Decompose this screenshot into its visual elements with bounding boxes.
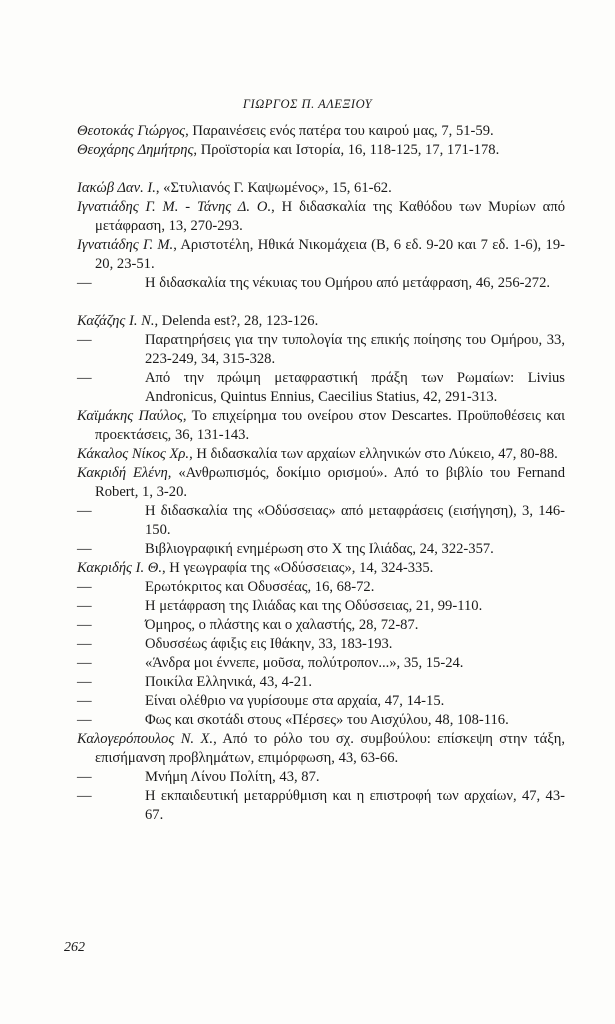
- ditto-dash: —: [77, 503, 92, 519]
- entry-author: Καλογερόπουλος Ν. Χ.: [77, 731, 214, 747]
- entry-text: , «Ανθρωπισμός, δοκίμιο ορισμού». Από το βιβλίο του Fernand Robert, 1, 3-20.: [95, 465, 565, 500]
- entry-text: Η μετάφραση της Ιλιάδας και της Οδύσσειας, 21, 99-110.: [145, 598, 483, 614]
- ditto-dash: —: [77, 541, 92, 557]
- index-entries: [77, 122, 565, 825]
- entry-text: Η διδασκαλία της «Οδύσσειας» από μεταφράσεις (εισήγηση), 3, 146-150.: [145, 503, 565, 538]
- entry-text: Παρατηρήσεις για την τυπολογία της επικής ποίησης του Ομήρου, 33, 223-249, 34, 315-328.: [145, 332, 565, 367]
- index-subentry: [77, 369, 565, 407]
- entry-text: , Από το ρόλο του σχ. συμβούλου: επίσκεψη στην τάξη, επισήμανση προβλημάτων, επιμόρφωση, 43, 63-66.: [95, 731, 565, 766]
- entry-author: Καζάζης Ι. Ν.: [77, 313, 155, 329]
- index-entry: [77, 559, 565, 578]
- index-subentry: [77, 635, 565, 654]
- index-subentry: [77, 578, 565, 597]
- entry-text: Η διδασκαλία της νέκυιας του Ομήρου από μετάφραση, 46, 256-272.: [145, 275, 551, 291]
- index-entry: [77, 407, 565, 445]
- entry-text: , Αριστοτέλη, Ηθικά Νικομάχεια (Β, 6 εδ. 9-20 και 7 εδ. 1-6), 19-20, 23-51.: [95, 237, 565, 272]
- index-subentry: [77, 711, 565, 730]
- entry-author: Θεοτοκάς Γιώργος: [77, 123, 186, 139]
- ditto-dash: —: [77, 275, 92, 291]
- index-subentry: [77, 331, 565, 369]
- index-subentry: [77, 540, 565, 559]
- group-separator: [77, 160, 565, 179]
- entry-text: Φως και σκοτάδι στους «Πέρσες» του Αισχύλου, 48, 108-116.: [145, 712, 509, 728]
- entry-text: , Delenda est?, 28, 123-126.: [154, 313, 319, 329]
- index-entry: [77, 464, 565, 502]
- ditto-dash: —: [77, 598, 92, 614]
- entry-text: Η εκπαιδευτική μεταρρύθμιση και η επιστροφή των αρχαίων, 47, 43-67.: [145, 788, 565, 823]
- entry-text: «Άνδρα μοι έννεπε, μοῦσα, πολύτροπον...», 35, 15-24.: [145, 655, 464, 671]
- running-header: ΓΙΩΡΓΟΣ Π. ΑΛΕΞΙΟΥ: [242, 97, 373, 111]
- entry-text: , Η διδασκαλία της Καθόδου των Μυρίων από μετάφραση, 13, 270-293.: [95, 199, 565, 234]
- index-subentry: [77, 502, 565, 540]
- index-entry: [77, 312, 565, 331]
- entry-text: Όμηρος, ο πλάστης και ο χαλαστής, 28, 72-87.: [145, 617, 419, 633]
- ditto-dash: —: [77, 788, 92, 804]
- entry-author: Ιγνατιάδης Γ. Μ. - Τάνης Δ. Ο.: [77, 199, 272, 215]
- entry-text: , Το επιχείρημα του ονείρου στον Descartes. Προϋποθέσεις και προεκτάσεις, 36, 131-143.: [95, 408, 565, 443]
- ditto-dash: —: [77, 636, 92, 652]
- entry-author: Θεοχάρης Δημήτρης: [77, 142, 194, 158]
- index-entry: [77, 236, 565, 274]
- ditto-dash: —: [77, 769, 92, 785]
- entry-text: , Η γεωγραφία της «Οδύσσειας», 14, 324-335.: [161, 560, 434, 576]
- entry-author: Ιακώβ Δαν. Ι.: [77, 180, 156, 196]
- ditto-dash: —: [77, 617, 92, 633]
- index-entry: [77, 122, 565, 141]
- entry-text: Ερωτόκριτος και Οδυσσέας, 16, 68-72.: [145, 579, 375, 595]
- entry-text: , Παραινέσεις ενός πατέρα του καιρού μας, 7, 51-59.: [185, 123, 494, 139]
- entry-text: Από την πρώιμη μεταφραστική πράξη των Ρωμαίων: Livius Andronicus, Quintus Ennius, Caecilius Statius, 42, 291-313.: [145, 370, 565, 405]
- ditto-dash: —: [77, 332, 92, 348]
- ditto-dash: —: [77, 655, 92, 671]
- ditto-dash: —: [77, 579, 92, 595]
- index-entry: [77, 198, 565, 236]
- index-entry: [77, 141, 565, 160]
- entry-author: Κακριδή Ελένη: [77, 465, 168, 481]
- entry-author: Κακριδής Ι. Θ.: [77, 560, 162, 576]
- ditto-dash: —: [77, 693, 92, 709]
- entry-text: Ποικίλα Ελληνικά, 43, 4-21.: [145, 674, 312, 690]
- ditto-dash: —: [77, 674, 92, 690]
- entry-text: Είναι ολέθριο να γυρίσουμε στα αρχαία, 47, 14-15.: [145, 693, 445, 709]
- group-separator: [77, 293, 565, 312]
- entry-text: , Η διδασκαλία των αρχαίων ελληνικών στο Λύκειο, 47, 80-88.: [189, 446, 558, 462]
- entry-text: Βιβλιογραφική ενημέρωση στο Χ της Ιλιάδας, 24, 322-357.: [145, 541, 494, 557]
- ditto-dash: —: [77, 712, 92, 728]
- index-subentry: [77, 654, 565, 673]
- index-subentry: [77, 768, 565, 787]
- index-entry: [77, 730, 565, 768]
- entry-text: , «Στυλιανός Γ. Καψωμένος», 15, 61-62.: [155, 180, 392, 196]
- index-subentry: [77, 616, 565, 635]
- ditto-dash: —: [77, 370, 92, 386]
- index-subentry: [77, 787, 565, 825]
- index-entry: [77, 179, 565, 198]
- index-subentry: [77, 692, 565, 711]
- index-subentry: [77, 673, 565, 692]
- entry-author: Ιγνατιάδης Γ. Μ.: [77, 237, 174, 253]
- entry-text: Οδυσσέως άφιξις εις Ιθάκην, 33, 183-193.: [145, 636, 393, 652]
- entry-author: Κάκαλος Νίκος Χρ.: [77, 446, 190, 462]
- entry-author: Καϊμάκης Παύλος: [77, 408, 183, 424]
- index-entry: [77, 445, 565, 464]
- entry-text: , Προϊστορία και Ιστορία, 16, 118-125, 17, 171-178.: [193, 142, 500, 158]
- entry-text: Μνήμη Λίνου Πολίτη, 43, 87.: [145, 769, 320, 785]
- index-subentry: [77, 274, 565, 293]
- index-subentry: [77, 597, 565, 616]
- page-number: 262: [64, 940, 85, 955]
